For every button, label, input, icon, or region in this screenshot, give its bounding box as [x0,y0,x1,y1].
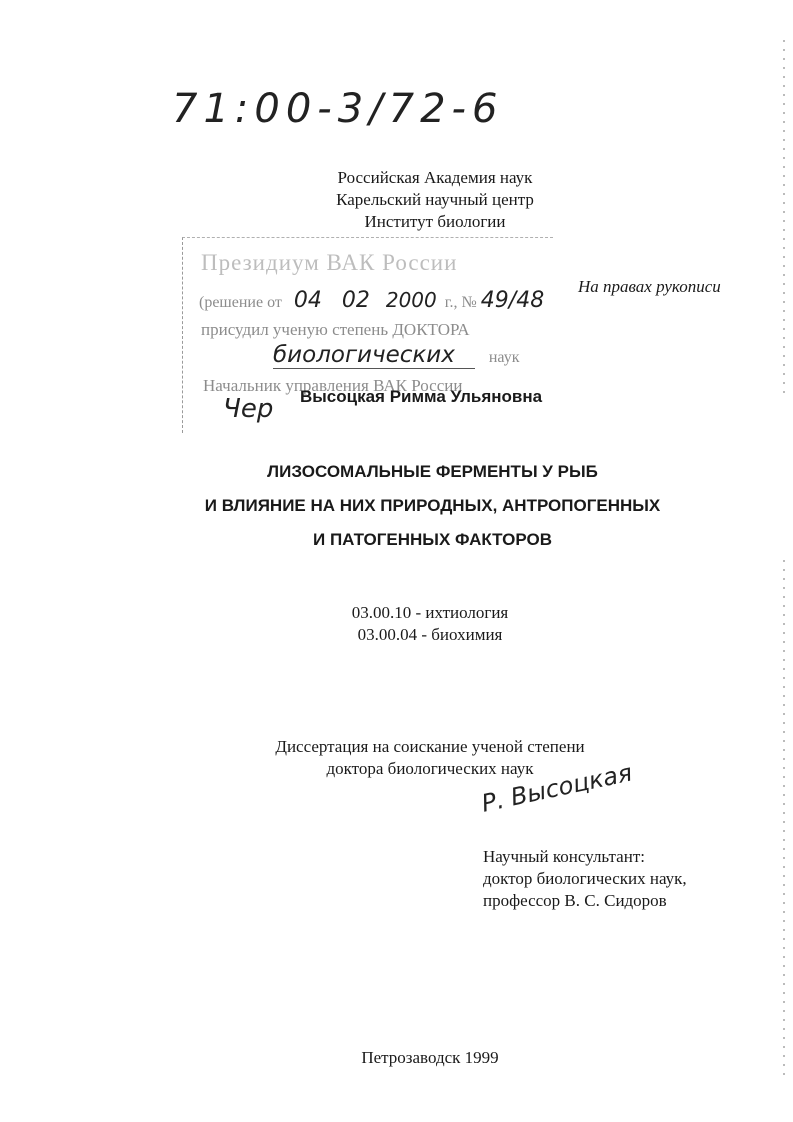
stamp-decision-year: 2000 [385,288,437,312]
title-line-1: ЛИЗОСОМАЛЬНЫЕ ФЕРМЕНТЫ У РЫБ [267,462,598,481]
stamp-field-line [273,342,519,368]
institute-name: Институт биологии [364,212,506,231]
archive-code: 71:00-3/72-6 [172,86,504,132]
stamp-number-label: г., № [444,294,477,311]
stamp-decision-number: 49/48 [480,288,545,313]
center-name: Карельский научный центр [336,190,534,209]
dissertation-title [160,455,705,557]
stamp-field-suffix: наук [488,349,520,366]
title-line-3: И ПАТОГЕННЫХ ФАКТОРОВ [313,530,552,549]
specialty-2: 03.00.04 - биохимия [357,625,503,644]
consultant-degree: доктор биологических наук, [483,869,687,888]
degree-line-1: Диссертация на соискание ученой степени [275,737,585,756]
stamp-decision-prefix: (решение от [199,294,282,311]
academy-name: Российская Академия наук [337,168,533,187]
author-signature: Р. Высоцкая [479,758,635,818]
stamp-decision-line [199,288,544,313]
stamp-head-signature: Чер [223,394,274,424]
stamp-title: Президиум ВАК России [201,250,458,275]
stamp-decision-day: 04 [293,288,322,313]
stamp-head-line: Начальник управления ВАК России [203,376,463,395]
specialty-1: 03.00.10 - ихтиология [351,603,509,622]
consultant-name: профессор В. С. Сидоров [483,891,667,910]
degree-line-2: доктора биологических наук [326,759,534,778]
consultant-block [483,846,723,912]
rights-note: На правах рукописи [578,277,721,296]
scan-edge-marks [783,560,785,1080]
stamp-decision-month: 02 [341,288,370,313]
scan-edge-marks [783,40,785,400]
author-name: Высоцкая Римма Ульяновна [300,387,543,406]
institution-header [300,167,570,233]
specialties [330,602,530,646]
consultant-label: Научный консультант: [483,847,645,866]
stamp-degree-line: присудил ученую степень ДОКТОРА [201,320,470,339]
place-year: Петрозаводск 1999 [361,1048,499,1067]
title-line-2: И ВЛИЯНИЕ НА НИХ ПРИРОДНЫХ, АНТРОПОГЕННЫХ [204,496,661,515]
stamp-field-handwritten: биологических [273,342,475,369]
